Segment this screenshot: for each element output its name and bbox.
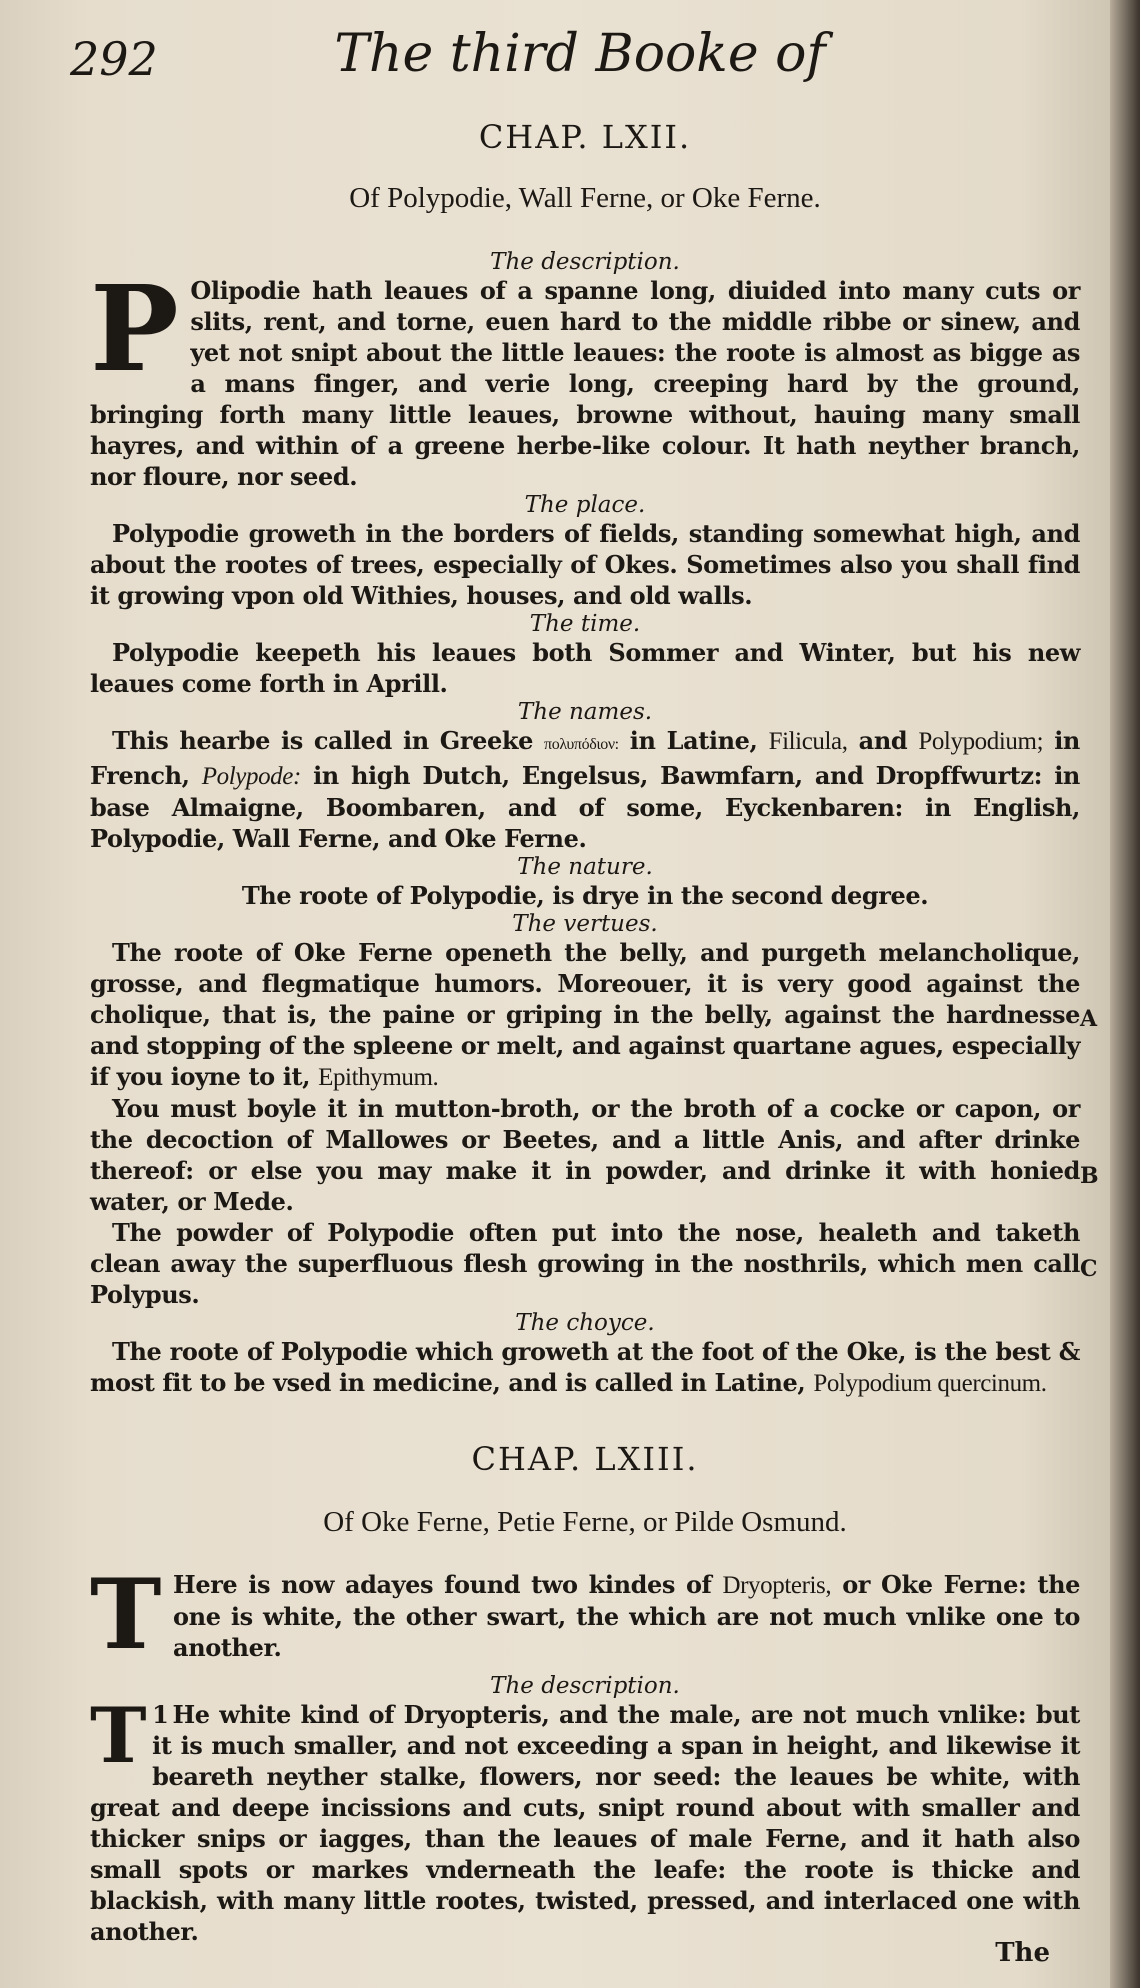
nature-paragraph: The roote of Polypodie, is drye in the second degree. <box>241 881 929 910</box>
drop-cap: T <box>90 1691 147 1780</box>
section-heading-names: The names. <box>517 699 653 725</box>
margin-letter-a: A <box>1080 1006 1098 1032</box>
page-number: 292 <box>70 32 158 86</box>
book-gutter <box>1110 0 1140 1988</box>
chapter-heading: CHAP. LXII. <box>478 118 692 156</box>
chapter-title: Of Polypodie, Wall Ferne, or Oke Ferne. <box>349 182 821 214</box>
running-title: The third Booke of <box>334 24 826 84</box>
names-paragraph: This hearbe is called in Greeke πολυπόδιον: in Latine, Filicula, and Polypodium; in French, Polypode: in high Dutch, Engelsus, Bawmfarn, and Dropffwurtz: in base Almaigne, Boombaren, and of some, Eyckenbaren: in English, Polypodie, Wall Ferne, and Oke Ferne. <box>90 726 1080 853</box>
running-header <box>60 20 1100 100</box>
section-heading-time: The time. <box>529 611 641 637</box>
intro-paragraph: T Here is now adayes found two kindes of Dryopteris, or Oke Ferne: the one is white, the other swart, the which are not much vnlike one to another. <box>90 1558 1080 1671</box>
description-paragraph: P Olipodie hath leaues of a spanne long, diuided into many cuts or slits, rent, and torne, euen hard to the middle ribbe or sinew, and yet not snipt about the little leaues: the roote is almost as bigge as a mans finger, and verie long, creeping hard by the ground, bringing forth many little leaues, browne without, hauing many small hayres, and within of a greene herbe-like colour. It hath neyther branch, nor floure, nor seed. <box>90 259 1080 491</box>
drop-cap: P <box>90 259 179 398</box>
section-heading-nature: The nature. <box>517 854 653 880</box>
chapter-63 <box>90 1440 1080 1947</box>
greek-word: πολυπόδιον: <box>544 736 619 753</box>
section-heading-place: The place. <box>524 492 646 518</box>
margin-letter-b: B <box>1080 1163 1099 1189</box>
chapter-title: Of Oke Ferne, Petie Ferne, or Pilde Osmund. <box>323 1506 847 1538</box>
chapter-62 <box>90 118 1080 1399</box>
margin-letter-c: C <box>1080 1256 1098 1282</box>
section-heading-description: The description. <box>490 249 680 275</box>
vertues-paragraph-3: The powder of Polypodie often put into the nose, healeth and taketh clean away the superfluous flesh growing in the nosthrils, which men call Polypus. <box>90 1218 1080 1309</box>
section-heading-choyce: The choyce. <box>515 1310 655 1336</box>
description-paragraph: 1 T He white kind of Dryopteris, and the male, are not much vnlike: but it is much smaller, and not exceeding a span in height, and likewise it beareth neyther stalke, flowers, nor seed: the leaues be white, with great and deepe incissions and cuts, snipt round about with smaller and thicker snips or iagges, than the leaues of male Ferne, and it hath also small spots or markes vnderneath the leafe: the roote is thicke and blackish, with many little rootes, twisted, pressed, and interlaced one with another. <box>90 1691 1080 1946</box>
item-number: 1 <box>152 1700 169 1729</box>
catchword: The <box>995 1938 1050 1968</box>
place-paragraph: Polypodie groweth in the borders of fields, standing somewhat high, and about the rootes of trees, especially of Okes. Sometimes also you shall find it growing vpon old Withies, houses, and old walls. <box>90 519 1080 610</box>
chapter-heading: CHAP. LXIII. <box>471 1440 699 1478</box>
time-paragraph: Polypodie keepeth his leaues both Sommer and Winter, but his new leaues come forth in Aprill. <box>90 638 1080 698</box>
choyce-paragraph: The roote of Polypodie which groweth at the foot of the Oke, is the best & most fit to be vsed in medicine, and is called in Latine, Polypodium quercinum. <box>90 1337 1080 1397</box>
section-heading-description: The description. <box>490 1673 680 1699</box>
vertues-paragraph-1: The roote of Oke Ferne openeth the belly, and purgeth melancholique, grosse, and flegmatique humors. Moreouer, it is very good against the cholique, that is, the paine or griping in the belly, against the hardnesse and stopping of the spleene or melt, and against quartane agues, especially if you ioyne to it, Epithymum. <box>90 938 1080 1091</box>
section-heading-vertues: The vertues. <box>512 911 658 937</box>
vertues-paragraph-2: You must boyle it in mutton-broth, or the broth of a cocke or capon, or the decoction of Mallowes or Beetes, and a little Anis, and after drinke thereof: or else you may make it in powder, and drinke it with honied water, or Mede. <box>90 1094 1080 1216</box>
drop-cap: T <box>90 1558 162 1671</box>
